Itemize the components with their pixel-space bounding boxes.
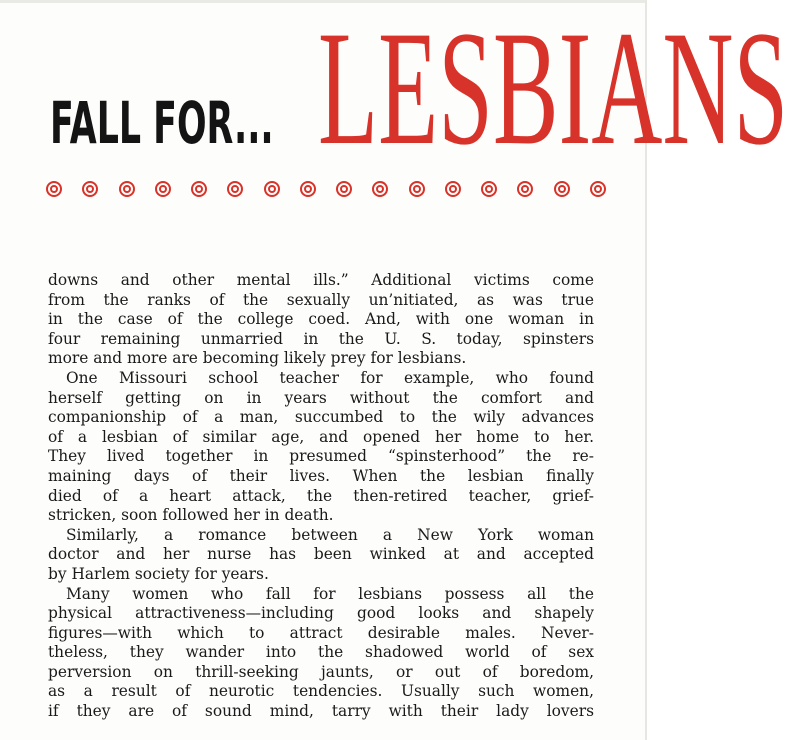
ornament-inner-ring (231, 185, 239, 193)
paragraph (48, 526, 594, 585)
ornament-ring-icon (191, 181, 207, 197)
ornament-inner-ring (123, 185, 131, 193)
ornament-divider (46, 177, 606, 201)
ornament-ring-icon (155, 181, 171, 197)
text-line: One Missouri school teacher for example, who found (66, 368, 594, 387)
ornament-inner-ring (340, 185, 348, 193)
ornament-ring-icon (119, 181, 135, 197)
text-line: by Harlem society for years. (48, 564, 269, 583)
text-line: perversion on thrill-seeking jaunts, or out of boredom, (48, 662, 594, 681)
ornament-ring-icon (46, 181, 62, 197)
text-line: companionship of a man, succumbed to the wily advances (48, 408, 594, 427)
text-line: four remaining unmarried in the U. S. today, spinsters (48, 329, 594, 348)
ornament-inner-ring (50, 185, 58, 193)
ornament-ring-icon (372, 181, 388, 197)
ornament-inner-ring (594, 185, 602, 193)
headline (0, 0, 788, 179)
ornament-inner-ring (86, 185, 94, 193)
ornament-inner-ring (413, 185, 421, 193)
ornament-inner-ring (195, 185, 203, 193)
text-line: Similarly, a romance between a New York woman (66, 525, 594, 544)
headline-part-one: FALL FOR... (50, 89, 274, 157)
ornament-inner-ring (449, 185, 457, 193)
text-line: stricken, soon followed her in death. (48, 506, 334, 525)
paragraph (48, 271, 594, 369)
text-line: downs and other mental ills.” Additional victims come (48, 271, 594, 289)
ornament-inner-ring (521, 185, 529, 193)
article-body (48, 271, 594, 722)
text-line: physical attractiveness—including good looks and shapely (48, 604, 594, 623)
ornament-inner-ring (376, 185, 384, 193)
ornament-inner-ring (268, 185, 276, 193)
text-line: if they are of sound mind, tarry with their lady lovers (48, 702, 594, 721)
ornament-ring-icon (554, 181, 570, 197)
paragraph (48, 369, 594, 526)
text-line: theless, they wander into the shadowed world of sex (48, 643, 594, 662)
text-line: doctor and her nurse has been winked at and accepted (48, 545, 594, 564)
ornament-inner-ring (485, 185, 493, 193)
ornament-ring-icon (264, 181, 280, 197)
ornament-ring-icon (336, 181, 352, 197)
text-line: died of a heart attack, the then-retired teacher, grief- (48, 486, 594, 505)
ornament-inner-ring (159, 185, 167, 193)
ornament-ring-icon (227, 181, 243, 197)
ornament-ring-icon (481, 181, 497, 197)
text-line: Many women who fall for lesbians possess all the (66, 584, 594, 603)
ornament-ring-icon (590, 181, 606, 197)
ornament-ring-icon (409, 181, 425, 197)
ornament-ring-icon (82, 181, 98, 197)
text-line: herself getting on in years without the comfort and (48, 388, 594, 407)
headline-part-two: LESBIANS (318, 0, 788, 179)
text-line: from the ranks of the sexually un’nitiated, as was true (48, 290, 594, 309)
ornament-ring-icon (300, 181, 316, 197)
text-line: figures—with which to attract desirable males. Never- (48, 623, 594, 642)
ornament-ring-icon (517, 181, 533, 197)
paragraph (48, 585, 594, 722)
ornament-ring-icon (445, 181, 461, 197)
text-line: of a lesbian of similar age, and opened her home to her. (48, 427, 594, 446)
text-line: more and more are becoming likely prey for lesbians. (48, 349, 467, 368)
text-line: as a result of neurotic tendencies. Usually such women, (48, 682, 594, 701)
ornament-inner-ring (558, 185, 566, 193)
text-line: in the case of the college coed. And, with one woman in (48, 310, 594, 329)
text-line: maining days of their lives. When the lesbian finally (48, 466, 594, 485)
text-line: They lived together in presumed “spinsterhood” the re- (48, 447, 594, 466)
ornament-inner-ring (304, 185, 312, 193)
